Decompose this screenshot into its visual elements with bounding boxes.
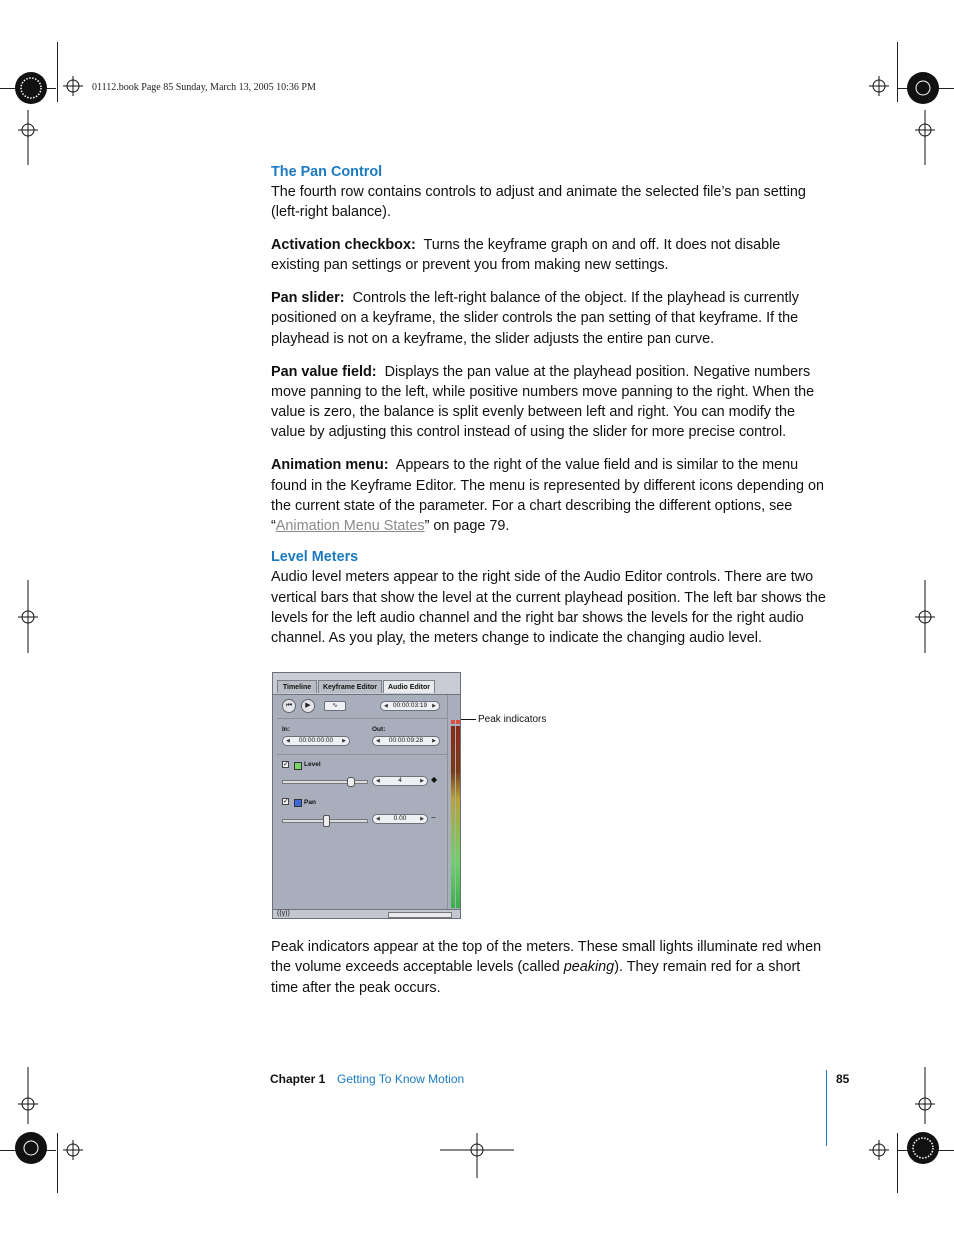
rewind-icon[interactable]: ⏮ (282, 699, 296, 713)
callout-label: Peak indicators (478, 714, 547, 725)
paragraph: Animation menu: Appears to the right of the value field and is similar to the menu found in the Keyframe Editor. The menu is represented by different icons depending on the current state of the parameter. For a chart describing the different options, see “Animation Menu States” on page 79. (271, 457, 825, 535)
pan-label: Pan (304, 799, 316, 806)
peak-indicator-left (451, 720, 455, 724)
registration-target-icon (915, 580, 935, 653)
in-point-field[interactable]: ◀ 00:00:00:00 ▶ (282, 736, 350, 746)
audio-icon: ((γ)) (277, 910, 290, 917)
paragraph: Pan value field: Displays the pan value at the playhead position. Negative numbers move panning to the left, while positive numbers move panning to the right. When the value is zero, the balance is split evenly between left and right. You can modify the value by adjusting this control instead of using the slider for more precise control. (271, 363, 815, 441)
term: Pan slider: (271, 290, 345, 307)
pan-slider-thumb[interactable] (323, 815, 330, 827)
paragraph: Audio level meters appear to the right side of the Audio Editor controls. There are two vertical bars that show the level at the current playhead position. The left bar shows the levels for the left audio channel and the right bar shows the levels for the right audio channel. As you play, the meters change to indicate the changing audio level. (271, 569, 826, 647)
registration-target-icon (869, 1140, 889, 1160)
registration-target-icon (18, 580, 38, 653)
section-heading: The Pan Control (271, 164, 383, 180)
level-label: Level (304, 761, 321, 768)
bottom-bar (273, 909, 460, 919)
out-point-field[interactable]: ◀ 00:00:09:28 ▶ (372, 736, 440, 746)
waveform-icon[interactable]: ∿ (324, 701, 346, 711)
level-meter-left (451, 726, 455, 908)
body-text (271, 162, 827, 661)
tab-keyframe-editor[interactable]: Keyframe Editor (318, 680, 382, 693)
pan-value-field[interactable]: ◀ 0.00 ▶ (372, 814, 428, 824)
pan-color-swatch (294, 799, 302, 807)
timecode-field[interactable]: ◀ 00:00:03:19 ▶ (380, 701, 440, 711)
footer-title: Getting To Know Motion (337, 1072, 465, 1086)
page-number: 85 (836, 1072, 850, 1086)
registration-target-icon (18, 110, 38, 165)
paragraph: Activation checkbox: Turns the keyframe graph on and off. It does not disable existing pan settings or prevent you from making new settings. (271, 237, 781, 274)
level-color-swatch (294, 762, 302, 770)
registration-target-icon (63, 76, 83, 96)
tab-timeline[interactable]: Timeline (277, 680, 317, 693)
callout-line (461, 719, 476, 720)
closing-text (271, 937, 827, 1010)
term: Pan value field: (271, 363, 377, 380)
level-checkbox[interactable]: ✓ (283, 761, 289, 768)
registration-target-icon (915, 1067, 935, 1124)
cross-reference-link[interactable]: Animation Menu States (275, 518, 425, 535)
footer-chapter: Chapter 1 (270, 1072, 326, 1086)
registration-target-icon (915, 110, 935, 165)
out-label: Out: (372, 726, 386, 733)
divider (277, 718, 447, 719)
starburst-icon (15, 1132, 47, 1164)
print-slug: 01112.book Page 85 Sunday, March 13, 2005 10:36 PM (92, 82, 316, 93)
zoom-slider[interactable] (388, 912, 452, 918)
tab-bar (273, 673, 460, 695)
peak-indicator-right (456, 720, 460, 724)
play-icon[interactable]: ▶ (301, 699, 315, 713)
starburst-icon (907, 72, 939, 104)
level-meter-right (456, 726, 460, 908)
pan-checkbox[interactable]: ✓ (283, 798, 289, 805)
starburst-icon (15, 72, 47, 104)
tab-audio-editor[interactable]: Audio Editor (383, 680, 435, 693)
audio-editor-screenshot (272, 672, 461, 919)
starburst-icon (907, 1132, 939, 1164)
keyframe-diamond-icon[interactable]: ◆ (431, 775, 438, 784)
level-slider-thumb[interactable] (347, 777, 355, 787)
registration-target-icon (18, 1067, 38, 1124)
level-value-field[interactable]: ◀ 4 ▶ (372, 776, 428, 786)
divider (447, 695, 448, 909)
registration-target-icon (869, 76, 889, 96)
divider (277, 754, 447, 755)
pan-slider[interactable] (282, 819, 368, 823)
term: Animation menu: (271, 457, 389, 474)
registration-target-icon (440, 1133, 514, 1178)
paragraph: The fourth row contains controls to adjust and animate the selected file’s pan setting (left-right balance). (271, 184, 806, 221)
level-slider[interactable] (282, 780, 368, 784)
section-heading: Level Meters (271, 549, 359, 566)
animation-menu-icon[interactable]: − (431, 813, 436, 822)
registration-target-icon (63, 1140, 83, 1160)
paragraph: Peak indicators appear at the top of the meters. These small lights illuminate red when the volume exceeds acceptable levels (called peaking). They remain red for a short time after the peak occurs. (271, 939, 822, 996)
term: Activation checkbox: (271, 237, 416, 254)
footer-rule (826, 1070, 827, 1146)
paragraph: Pan slider: Controls the left-right balance of the object. If the playhead is currently positioned on a keyframe, the slider controls the pan setting of that keyframe. If the playhead is not on a keyframe, the slider adjusts the entire pan curve. (271, 290, 799, 347)
in-label: In: (282, 726, 290, 733)
